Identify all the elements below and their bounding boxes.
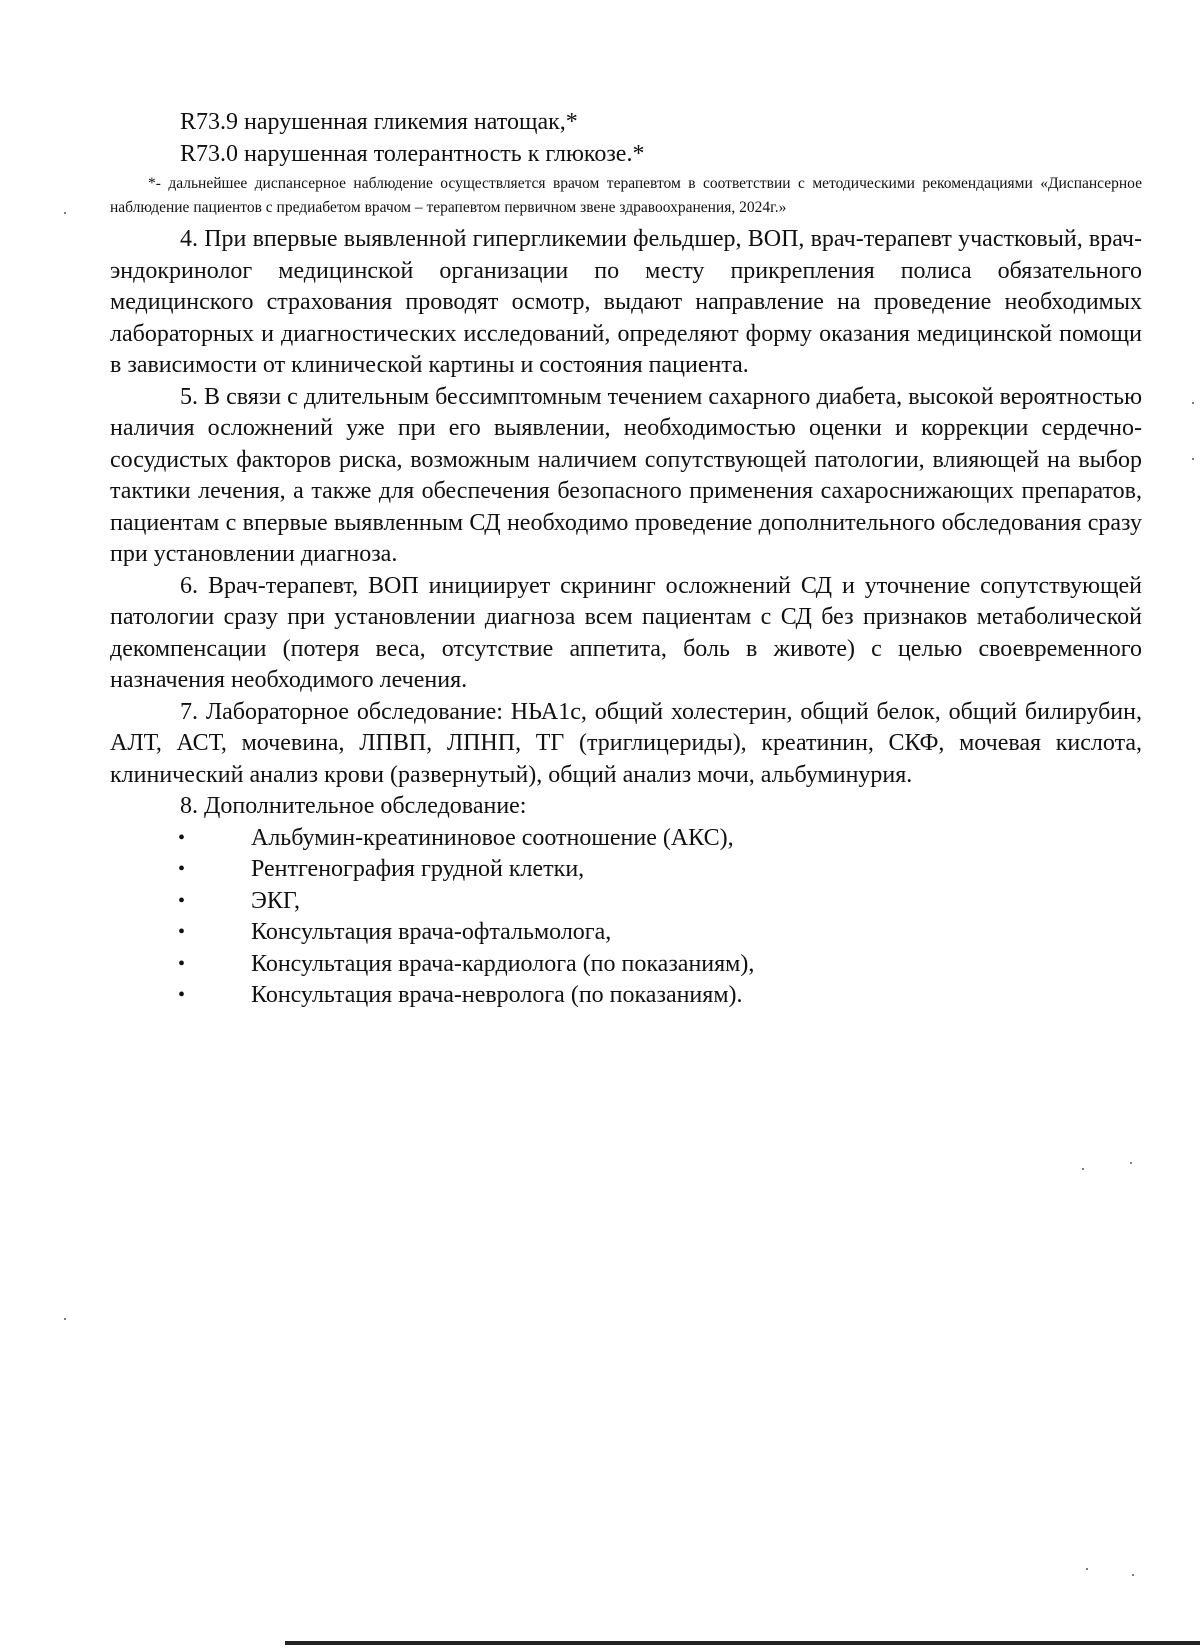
list-item-text: Консультация врача-офтальмолога, [251,919,612,945]
scan-edge-line [285,1641,1200,1645]
scan-speck [1130,1162,1132,1164]
footnote: *- дальнейшее диспансерное наблюдение осуществляется врачом терапевтом в соответствии с методическими рекомендациями «Диспансерное наблюдение пациентов с предиабетом врачом – терапевтом первичном звене здравоохранения, 2024г.» [110,175,1142,216]
list-item-text: Консультация врача-кардиолога (по показаниям), [251,950,755,977]
scan-speck [1192,458,1194,460]
paragraph-5: 5. В связи с длительным бессимптомным течением сахарного диабета, высокой вероятностью наличия осложнений уже при его выявлении, необходимостью оценки и коррекции сердечно-сосудистых факторов риска, возможным наличием сопутствующей патологии, влияющей на выбор тактики лечения, а также для обеспечения безопасного применения сахароснижающих препаратов, пациентам с впервые выявленным СД необходимо проведение дополнительного обследования сразу при установлении диагноза. [110,383,1142,567]
list-item [110,886,1142,918]
list-item-text: Консультация врача-невролога (по показаниям). [251,982,743,1008]
paragraph-6: 6. Врач-терапевт, ВОП инициирует скрининг осложнений СД и уточнение сопутствующей патологии сразу при установлении диагноза всем пациентам с СД без признаков метаболической декомпенсации (потеря веса, отсутствие аппетита, боль в животе) с целью своевременного назначения необходимого лечения. [110,572,1142,693]
scan-speck [1082,1168,1084,1170]
list-item [110,823,1142,855]
scan-speck [64,212,66,214]
bullet-icon: • [178,984,186,1006]
scan-speck [1086,1568,1088,1570]
additional-exam-list [110,823,1142,1012]
list-item [110,949,1142,981]
bullet-icon: • [178,952,186,975]
bullet-icon: • [178,921,186,943]
scan-speck [1192,402,1194,404]
additional-exam-heading: 8. Дополнительное обследование: [180,793,527,819]
scan-speck [64,1318,66,1320]
list-item-text: Рентгенография грудной клетки, [251,856,585,882]
document-body [110,106,1142,1012]
diagnosis-code-r73-0: R73.0 нарушенная толерантность к глюкозе.* [180,141,645,167]
list-item [110,917,1142,949]
list-item [110,854,1142,886]
bullet-icon: • [178,889,186,912]
diagnosis-code-r73-9: R73.9 нарушенная гликемия натощак,* [180,109,578,135]
list-item-text: Альбумин-креатининовое соотношение (АКС), [251,824,734,851]
bullet-icon: • [178,826,186,849]
scan-speck [1132,1574,1134,1576]
paragraph-7: 7. Лабораторное обследование: НЬА1с, общий холестерин, общий белок, общий билирубин, АЛТ, АСТ, мочевина, ЛПВП, ЛПНП, ТГ (триглицериды), креатинин, СКФ, мочевая кислота, клинический анализ крови (развернутый), общий анализ мочи, альбуминурия. [110,698,1142,788]
paragraph-4: 4. При впервые выявленной гипергликемии фельдшер, ВОП, врач-терапевт участковый, врач-эндокринолог медицинской организации по месту прикрепления полиса обязательного медицинского страхования проводят осмотр, выдают направление на проведение необходимых лабораторных и диагностических исследований, определяют форму оказания медицинской помощи в зависимости от клинической картины и состояния пациента. [110,226,1142,378]
list-item [110,980,1142,1012]
bullet-icon: • [178,858,186,880]
list-item-text: ЭКГ, [251,887,301,914]
